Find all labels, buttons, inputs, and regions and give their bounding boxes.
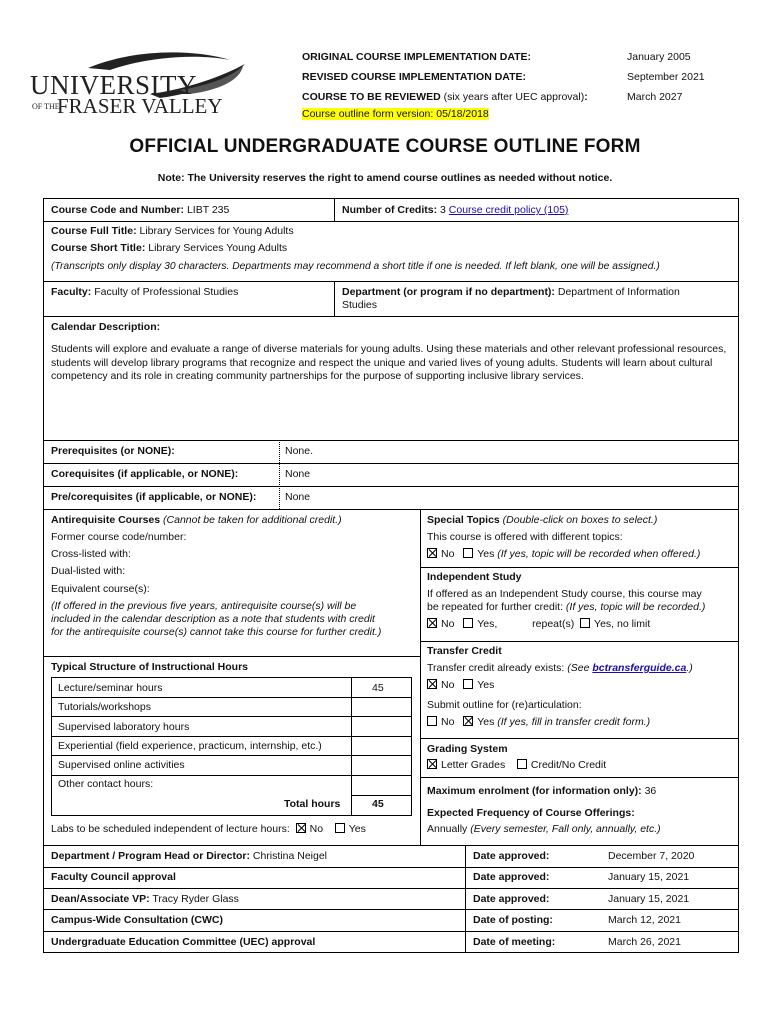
approval-date-label: Date approved: [473,850,550,862]
revised-date-label: REVISED COURSE IMPLEMENTATION DATE: [302,71,527,83]
hours-row-label: Supervised laboratory hours [58,721,190,733]
special-topics-line: This course is offered with different topics: [427,531,623,543]
approval-date-label: Date approved: [473,893,550,905]
grading-options: Letter Grades Credit/No Credit [427,759,606,772]
hours-row-label: Tutorials/workshops [58,701,151,713]
labs-scheduling: Labs to be scheduled independent of lecture hours: No Yes [51,823,366,835]
approval-cwc: Campus-Wide Consultation (CWC) [51,914,223,926]
former-course: Former course code/number: [51,531,187,543]
labs-no-checkbox[interactable] [296,823,306,833]
special-topics-options: No Yes (If yes, topic will be recorded when offered.) [427,548,700,561]
frequency-value: Annually (Every semester, Fall only, annually, etc.) [427,823,661,835]
independent-yes-checkbox[interactable] [463,618,473,628]
review-date-label: COURSE TO BE REVIEWED (six years after UEC approval): [302,91,588,103]
approval-date: January 15, 2021 [608,871,690,883]
course-code: Course Code and Number: LIBT 235 [51,204,230,216]
logo-text-fraser-valley: FRASER VALLEY [57,94,223,118]
independent-no-checkbox[interactable] [427,618,437,628]
letter-grades-checkbox[interactable] [427,759,437,769]
special-yes-checkbox[interactable] [463,548,473,558]
review-date-value: March 2027 [627,91,683,103]
approval-date-label: Date of meeting: [473,936,556,948]
special-no-checkbox[interactable] [427,548,437,558]
equivalent-courses: Equivalent course(s): [51,583,150,595]
course-full-title: Course Full Title: Library Services for Young Adults [51,225,294,237]
calendar-label: Calendar Description: [51,321,161,333]
course-outline-form [43,198,739,953]
approval-dean: Dean/Associate VP: Tracy Ryder Glass [51,893,239,905]
transfer-yes-checkbox[interactable] [463,679,473,689]
precoreq-label: Pre/corequisites (if applicable, or NONE): [51,491,257,503]
transfer-exists-options: No Yes [427,679,494,692]
grading-label: Grading System [427,743,508,755]
approval-date: January 15, 2021 [608,893,690,905]
hours-row-label: Experiential (field experience, practicum, internship, etc.) [58,740,322,752]
faculty: Faculty: Faculty of Professional Studies [51,286,239,298]
approval-uec: Undergraduate Education Committee (UEC) approval [51,936,316,948]
hours-row-label: Other contact hours: [58,778,154,790]
approval-date: March 12, 2021 [608,914,681,926]
credits: Number of Credits: 3 Course credit policy (105) [342,204,569,216]
bctransferguide-link[interactable]: bctransferguide.ca [592,662,687,674]
transfer-credit-label: Transfer Credit [427,645,502,657]
prereq-label: Prerequisites (or NONE): [51,445,175,457]
coreq-value: None [285,468,311,480]
form-version: Course outline form version: 05/18/2018 [302,108,489,120]
independent-line2: be repeated for further credit: (If yes, topic will be recorded.) [427,601,706,613]
hours-row-value: 45 [372,682,384,694]
independent-study-label: Independent Study [427,571,522,583]
hours-row-label: Lecture/seminar hours [58,682,163,694]
transfer-submit: Submit outline for (re)articulation: [427,699,582,711]
credit-policy-link[interactable]: Course credit policy (105) [448,204,569,216]
credit-no-credit-checkbox[interactable] [517,759,527,769]
antireq-note-3: for the antirequisite course(s) cannot take this course for further credit.) [51,626,382,638]
total-hours-label: Total hours [284,798,341,810]
logo-text-university: UNIVERSITY [30,70,197,100]
transfer-no-checkbox[interactable] [427,679,437,689]
special-topics-label: Special Topics (Double-click on boxes to select.) [427,514,658,526]
course-short-title: Course Short Title: Library Services Young Adults [51,242,288,254]
hours-label: Typical Structure of Instructional Hours [51,661,248,673]
hours-row-label: Supervised online activities [58,759,185,771]
labs-yes-checkbox[interactable] [335,823,345,833]
coreq-label: Corequisites (if applicable, or NONE): [51,468,239,480]
total-hours-value: 45 [372,798,384,810]
articulation-yes-checkbox[interactable] [463,716,473,726]
independent-line1: If offered as an Independent Study course, this course may [427,588,702,600]
page-title: OFFICIAL UNDERGRADUATE COURSE OUTLINE FORM [129,136,641,157]
approval-dept-head: Department / Program Head or Director: Christina Neigel [51,850,328,862]
approval-date-label: Date approved: [473,871,550,883]
original-date-label: ORIGINAL COURSE IMPLEMENTATION DATE: [302,51,532,63]
dual-listed: Dual-listed with: [51,565,126,577]
cross-listed: Cross-listed with: [51,548,131,560]
department: Department (or program if no department): Department of Information [342,286,680,298]
approval-faculty-council: Faculty Council approval [51,871,176,883]
antireq-note-1: (If offered in the previous five years, antirequisite course(s) will be [51,600,357,612]
transfer-exists: Transfer credit already exists: (See bctransferguide.ca.) [427,662,693,674]
antireq-note-2: included in the calendar description as a note that students with credit [51,613,375,625]
approval-date: March 26, 2021 [608,936,681,948]
revised-date-value: September 2021 [627,71,705,83]
frequency-label: Expected Frequency of Course Offerings: [427,807,635,819]
calendar-description: Students will explore and evaluate a range of diverse materials for young adults. Using these materials and other relevant professional resources, students will develop library programs that recognize and respect the unique and varied lives of young adults. Students will learn about cultural competency and its role in creating community partnerships for the purpose of supporting inclusive library services. [51,343,727,382]
prereq-value: None. [285,445,314,457]
max-enrolment: Maximum enrolment (for information only): 36 [427,785,657,797]
independent-nolimit-checkbox[interactable] [580,618,590,628]
original-date-value: January 2005 [627,51,691,63]
antireq-label: Antirequisite Courses (Cannot be taken for additional credit.) [51,514,342,526]
department-cont: Studies [342,299,378,311]
transfer-submit-options: No Yes (If yes, fill in transfer credit form.) [427,716,650,729]
university-logo [30,46,260,124]
approval-date-label: Date of posting: [473,914,553,926]
transcript-note: (Transcripts only display 30 characters. Departments may recommend a short title if one is needed. If left blank, one will be assigned.) [51,261,660,272]
logo-text-of-the: OF THE [32,102,60,111]
approval-date: December 7, 2020 [608,850,695,862]
articulation-no-checkbox[interactable] [427,716,437,726]
precoreq-value: None [285,491,311,503]
amend-note: Note: The University reserves the right to amend course outlines as needed without notice. [157,172,613,184]
independent-options: No Yes, repeat(s) Yes, no limit [427,618,650,631]
